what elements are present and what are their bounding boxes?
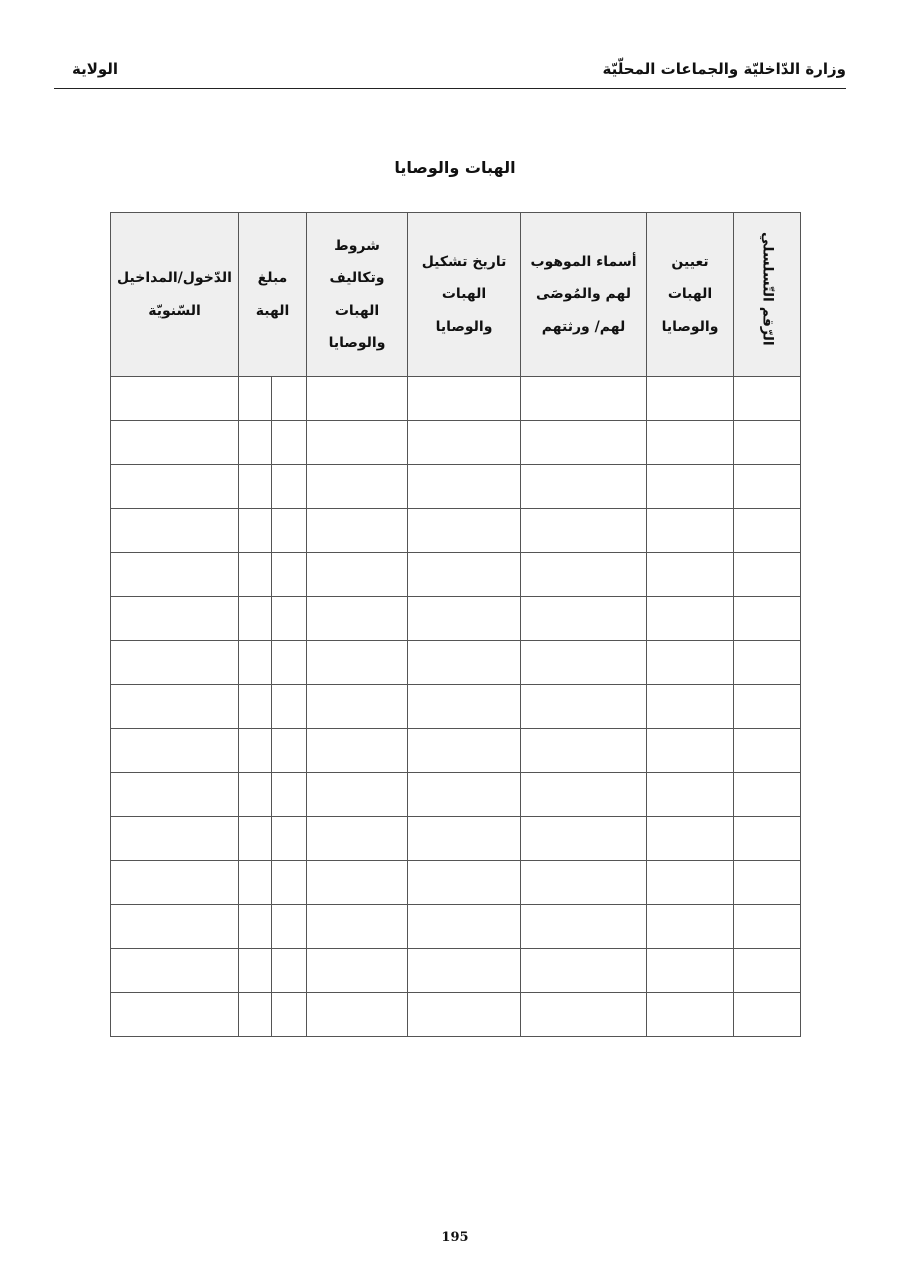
cell-designation[interactable] [647,949,734,993]
cell-designation[interactable] [647,773,734,817]
gifts-bequests-table [110,212,801,1037]
cell-gift-amount-a[interactable] [239,817,272,861]
cell-beneficiary-names[interactable] [521,421,647,465]
cell-serial-number[interactable] [734,817,801,861]
table-row [111,729,801,773]
cell-conditions[interactable] [307,641,408,685]
cell-beneficiary-names[interactable] [521,993,647,1037]
cell-gift-amount-a[interactable] [239,465,272,509]
column-header-serial-number: الرّقم التّسلسلي [734,213,801,377]
cell-gift-amount-a[interactable] [239,905,272,949]
table-row [111,553,801,597]
cell-conditions[interactable] [307,553,408,597]
cell-gift-amount-b[interactable] [272,377,307,421]
cell-gift-amount-a[interactable] [239,861,272,905]
cell-conditions[interactable] [307,509,408,553]
cell-beneficiary-names[interactable] [521,641,647,685]
cell-serial-number[interactable] [734,377,801,421]
cell-conditions[interactable] [307,377,408,421]
region-header: الولاية [72,60,119,78]
cell-annual-income[interactable] [111,949,239,993]
cell-gift-amount-b[interactable] [272,421,307,465]
cell-conditions[interactable] [307,817,408,861]
cell-beneficiary-names[interactable] [521,773,647,817]
cell-formation-date[interactable] [408,905,521,949]
cell-designation[interactable] [647,641,734,685]
cell-designation[interactable] [647,861,734,905]
cell-serial-number[interactable] [734,773,801,817]
cell-gift-amount-a[interactable] [239,421,272,465]
cell-designation[interactable] [647,905,734,949]
cell-conditions[interactable] [307,949,408,993]
table-row [111,377,801,421]
cell-serial-number[interactable] [734,597,801,641]
cell-gift-amount-b[interactable] [272,685,307,729]
header-divider [54,88,846,89]
cell-conditions[interactable] [307,465,408,509]
cell-formation-date[interactable] [408,729,521,773]
cell-beneficiary-names[interactable] [521,861,647,905]
ministry-header: وزارة الدّاخليّة والجماعات المحلّيّة [602,60,846,78]
cell-annual-income[interactable] [111,861,239,905]
table-row [111,949,801,993]
cell-annual-income[interactable] [111,465,239,509]
cell-gift-amount-a[interactable] [239,553,272,597]
table-row [111,685,801,729]
column-header-beneficiary-names: أسماء الموهوب لهم والمُوصَى لهم/ ورثتهم [521,213,647,377]
page-number: 195 [441,1230,469,1245]
cell-beneficiary-names[interactable] [521,817,647,861]
cell-gift-amount-b[interactable] [272,861,307,905]
cell-beneficiary-names[interactable] [521,905,647,949]
table-body [111,377,801,1037]
cell-gift-amount-b[interactable] [272,729,307,773]
cell-conditions[interactable] [307,773,408,817]
cell-designation[interactable] [647,377,734,421]
cell-designation[interactable] [647,685,734,729]
column-header-designation: تعيين الهبات والوصايا [647,213,734,377]
cell-gift-amount-b[interactable] [272,597,307,641]
table-row [111,905,801,949]
cell-gift-amount-b[interactable] [272,465,307,509]
cell-beneficiary-names[interactable] [521,465,647,509]
cell-gift-amount-b[interactable] [272,509,307,553]
cell-formation-date[interactable] [408,993,521,1037]
cell-beneficiary-names[interactable] [521,685,647,729]
table-row [111,817,801,861]
cell-beneficiary-names[interactable] [521,509,647,553]
cell-designation[interactable] [647,817,734,861]
cell-annual-income[interactable] [111,729,239,773]
cell-serial-number[interactable] [734,905,801,949]
cell-gift-amount-a[interactable] [239,949,272,993]
cell-annual-income[interactable] [111,773,239,817]
cell-serial-number[interactable] [734,553,801,597]
cell-gift-amount-b[interactable] [272,817,307,861]
table-row [111,597,801,641]
column-header-gift-amount: مبلغ الهبة [239,213,307,377]
page-title: الهبات والوصايا [394,158,516,177]
cell-formation-date[interactable] [408,861,521,905]
cell-formation-date[interactable] [408,773,521,817]
cell-formation-date[interactable] [408,641,521,685]
cell-formation-date[interactable] [408,817,521,861]
cell-gift-amount-a[interactable] [239,773,272,817]
cell-designation[interactable] [647,509,734,553]
cell-gift-amount-b[interactable] [272,949,307,993]
cell-annual-income[interactable] [111,553,239,597]
cell-serial-number[interactable] [734,641,801,685]
cell-serial-number[interactable] [734,421,801,465]
column-header-formation-date: تاريخ تشكيل الهبات والوصايا [408,213,521,377]
cell-beneficiary-names[interactable] [521,729,647,773]
cell-formation-date[interactable] [408,597,521,641]
table-row [111,465,801,509]
table-row [111,861,801,905]
cell-annual-income[interactable] [111,377,239,421]
cell-annual-income[interactable] [111,641,239,685]
cell-annual-income[interactable] [111,597,239,641]
cell-gift-amount-b[interactable] [272,773,307,817]
cell-designation[interactable] [647,465,734,509]
cell-gift-amount-b[interactable] [272,641,307,685]
column-header-conditions: شروط وتكاليف الهبات والوصايا [307,213,408,377]
cell-beneficiary-names[interactable] [521,377,647,421]
cell-designation[interactable] [647,553,734,597]
cell-gift-amount-b[interactable] [272,905,307,949]
cell-designation[interactable] [647,993,734,1037]
cell-formation-date[interactable] [408,949,521,993]
cell-serial-number[interactable] [734,729,801,773]
table-header-row [111,213,801,377]
cell-gift-amount-a[interactable] [239,685,272,729]
cell-gift-amount-a[interactable] [239,509,272,553]
cell-annual-income[interactable] [111,685,239,729]
cell-gift-amount-b[interactable] [272,993,307,1037]
cell-conditions[interactable] [307,685,408,729]
cell-gift-amount-a[interactable] [239,729,272,773]
cell-formation-date[interactable] [408,553,521,597]
cell-serial-number[interactable] [734,949,801,993]
cell-gift-amount-a[interactable] [239,993,272,1037]
cell-designation[interactable] [647,421,734,465]
cell-formation-date[interactable] [408,465,521,509]
cell-conditions[interactable] [307,421,408,465]
cell-annual-income[interactable] [111,993,239,1037]
cell-beneficiary-names[interactable] [521,949,647,993]
column-header-annual-income: الدّخول/المداخيل السّنويّة [111,213,239,377]
cell-beneficiary-names[interactable] [521,553,647,597]
cell-gift-amount-a[interactable] [239,641,272,685]
cell-formation-date[interactable] [408,685,521,729]
cell-serial-number[interactable] [734,465,801,509]
cell-annual-income[interactable] [111,905,239,949]
cell-serial-number[interactable] [734,685,801,729]
cell-designation[interactable] [647,729,734,773]
table-row [111,773,801,817]
cell-formation-date[interactable] [408,509,521,553]
table-row [111,509,801,553]
table-row [111,993,801,1037]
cell-annual-income[interactable] [111,817,239,861]
cell-gift-amount-a[interactable] [239,597,272,641]
cell-serial-number[interactable] [734,509,801,553]
cell-gift-amount-b[interactable] [272,553,307,597]
cell-formation-date[interactable] [408,421,521,465]
cell-serial-number[interactable] [734,993,801,1037]
cell-conditions[interactable] [307,597,408,641]
cell-formation-date[interactable] [408,377,521,421]
cell-gift-amount-a[interactable] [239,377,272,421]
table-row [111,421,801,465]
cell-designation[interactable] [647,597,734,641]
table-row [111,641,801,685]
cell-conditions[interactable] [307,993,408,1037]
cell-conditions[interactable] [307,861,408,905]
cell-conditions[interactable] [307,729,408,773]
cell-serial-number[interactable] [734,861,801,905]
cell-conditions[interactable] [307,905,408,949]
cell-annual-income[interactable] [111,421,239,465]
cell-annual-income[interactable] [111,509,239,553]
cell-beneficiary-names[interactable] [521,597,647,641]
